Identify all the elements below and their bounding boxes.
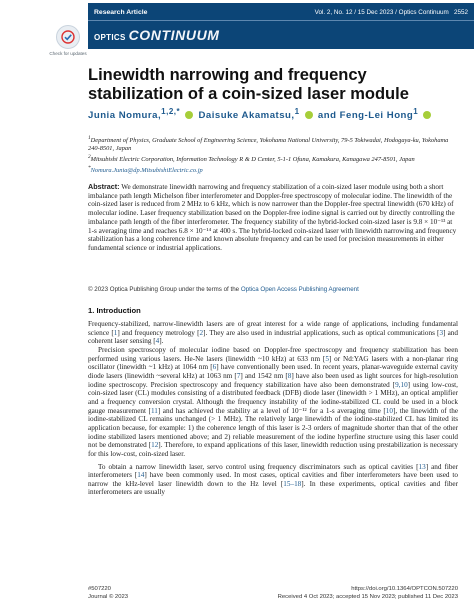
license-link[interactable]: Optica Open Access Publishing Agreement	[240, 286, 359, 293]
abstract-text: We demonstrate linewidth narrowing and frequency stabilization of a coin-sized laser module using both a short imbalance path length Michelson fiber interferometer and Doppler-free spectroscopy of molecular iodine. The linewidth of the coin-sized laser is reduced from 2 MHz to 6 kHz, which is now narrower than the Doppler-free spectral linewidth (670 kHz) of molecular iodine. Laser frequency stabilization based on the Doppler-free iodine signal is carried out by directly controlling the imbalance path length of the fiber interferometer. The frequency stability of the hybrid-locked coin-sized laser is 9.8 × 10⁻¹³ at 1-s averaging time and reaches 6.8 × 10⁻¹⁴ at 400 s. The hybrid-locked coin-sized laser with linewidth narrowing and frequency stabilization has a long coherence time and known absolute frequency and can be used for precision measurements in either fundamental science or industrial applications.	[88, 183, 457, 252]
affiliations: $^1$Department of Physics, Graduate School of Engineering Science, Yokohama National University, 79-5 Tokiwadai, Hodogaya-ku, Yokohama 240-8501, Japan $^2$Mitsubishi Electric Corporation, Information Technology R & D Center, 5-1-1 Ofuna, Kamakura, Kanagawa 247-8501, Japan *Nomura.Junia@dp.MitsubishiElectric.co.jp	[88, 135, 449, 175]
article-type: Research Article	[94, 8, 148, 16]
footer-left	[88, 586, 128, 601]
journal-logo	[94, 27, 220, 43]
author-2[interactable]: Daisuke Akamatsu,	[198, 110, 295, 122]
corresponding-email[interactable]: Nomura.Junia@dp.MitsubishiElectric.co.jp	[90, 167, 203, 175]
header-rule	[88, 20, 474, 21]
section-heading: 1. Introduction	[88, 306, 141, 315]
journal-copyright: Journal © 2023	[88, 593, 129, 600]
citation-line	[315, 9, 468, 16]
paragraph-2: Precision spectroscopy of molecular iodine based on Doppler-free spectroscopy and frequency stabilization has been performed using various lasers. He-Ne lasers (linewidth ~10 kHz) at 633 nm [5] or Nd:YAG lasers with a non-planar ring oscillator (linewidth ~1 kHz) at 1064 nm [6] have conventionally been used. In recent years, planar-waveguide external cavity diode lasers (linewidth ~several kHz) at 1063 nm [7] and 1542 nm [8] have also been used as light sources for high-resolution iodine spectroscopy. Precision spectroscopy and frequency stabilization have also been demonstrated [9,10] using low-cost, coin-sized laser (CL) modules consisting of a distributed feedback (DFB) diode laser (linewidth > 1 MHz), an optical amplifier and a frequency conversion crystal. Although the frequency instability of the iodine-stabilized CL could be used in a block gauge measurement [11] and has achieved the stability at a level of 10⁻¹² for a 1-s averaging time [10], the linewidth of the iodine-stabilized CL remains unchanged (> 1 MHz). The relatively large linewidth of the iodine-stabilized CL has limited its application because, for example: 1) the coherence length of this laser is 2-3 orders of magnitude shorter than that of the other iodine stabilized lasers mentioned above; and 2) reliable measurement of the iodine hyperfine structure using this laser could not be demonstrated [12]. Therefore, to expand applications of this laser, linewidth reduction using prestabilization is necessary for this low-cost, coin-sized laser.	[88, 345, 459, 458]
doi-link[interactable]: https://doi.org/10.1364/OPTCON.507220	[351, 586, 458, 592]
page-number: 2552	[453, 8, 468, 16]
citation-link[interactable]: 7	[236, 371, 241, 380]
citation-link[interactable]: 5	[325, 354, 329, 363]
publication-dates: Received 4 Oct 2023; accepted 15 Nov 2023; published 11 Dec 2023	[277, 593, 458, 600]
journal-logo-word1: OPTICS	[94, 33, 126, 42]
citation: Vol. 2, No. 12 / 15 Dec 2023 / Optics Continuum	[314, 8, 449, 16]
author-list	[88, 106, 458, 122]
paragraph-1: Frequency-stabilized, narrow-linewidth lasers are of great interest for a wide range of applications, including fundamental science [1] and frequency metrology [2]. They are also used in industrial applications, such as optical communications [3] and coherent laser sensing [4].	[88, 320, 458, 346]
citation-link[interactable]: 2	[199, 328, 204, 337]
abstract-label: Abstract:	[88, 182, 120, 191]
orcid-icon[interactable]	[305, 111, 313, 119]
check-for-updates-icon	[61, 30, 75, 44]
citation-link[interactable]: 14	[137, 471, 145, 480]
abstract	[88, 183, 458, 253]
check-for-updates-badge[interactable]	[56, 25, 80, 49]
citation-link[interactable]: 15–18	[283, 479, 302, 488]
citation-link[interactable]: 3	[439, 328, 444, 337]
journal-header-band	[88, 3, 474, 49]
journal-logo-word2: CONTINUUM	[128, 27, 220, 43]
article-body	[88, 320, 458, 497]
copyright-line: © 2023 Optica Publishing Group under the terms of the Optica Open Access Publishing Agreement	[88, 286, 359, 293]
author-and: and	[317, 110, 337, 122]
author-3-affil: 1	[413, 107, 419, 116]
orcid-icon[interactable]	[423, 111, 431, 119]
citation-link[interactable]: 4	[155, 337, 160, 346]
author-1-affil: 1,2,*	[161, 107, 181, 116]
orcid-icon[interactable]	[185, 111, 193, 119]
citation-link[interactable]: 8	[287, 371, 292, 380]
author-1[interactable]: Junia Nomura,	[88, 110, 162, 122]
citation-link[interactable]: 6	[212, 363, 217, 372]
citation-link[interactable]: 9,10	[395, 380, 408, 389]
author-3[interactable]: Feng-Lei Hong	[339, 110, 414, 122]
citation-link[interactable]: 11	[150, 406, 158, 415]
paragraph-3: To obtain a narrow linewidth laser, servo control using frequency discriminators such as optical cavities [13] and fiber interferometers [14] have been commonly used. In most cases, optical cavities and fiber interferometers have been used to narrow the kHz-level laser linewidth down to the Hz level [15–18]. In these experiments, optical cavities and fiber interferometers are usually	[88, 462, 459, 497]
citation-link[interactable]: 1	[113, 328, 118, 337]
citation-link[interactable]: 12	[151, 441, 159, 450]
check-for-updates-label: Check for updates	[49, 51, 87, 56]
article-title: Linewidth narrowing and frequency stabilization of a coin-sized laser module	[88, 66, 409, 103]
article-number: #507220	[88, 586, 111, 592]
affiliation-1: Department of Physics, Graduate School of Engineering Science, Yokohama National University, 79-5 Tokiwadai, Hodogaya-ku, Yokohama 240-8501, Japan	[88, 137, 449, 153]
footer-right	[278, 586, 458, 601]
citation-link[interactable]: 10	[385, 406, 393, 415]
author-2-affil: 1	[294, 107, 300, 116]
affiliation-2: Mitsubishi Electric Corporation, Information Technology R & D Center, 5-1-1 Ofuna, Kamakura, Kanagawa 247-8501, Japan	[90, 156, 415, 164]
citation-link[interactable]: 13	[418, 462, 426, 471]
